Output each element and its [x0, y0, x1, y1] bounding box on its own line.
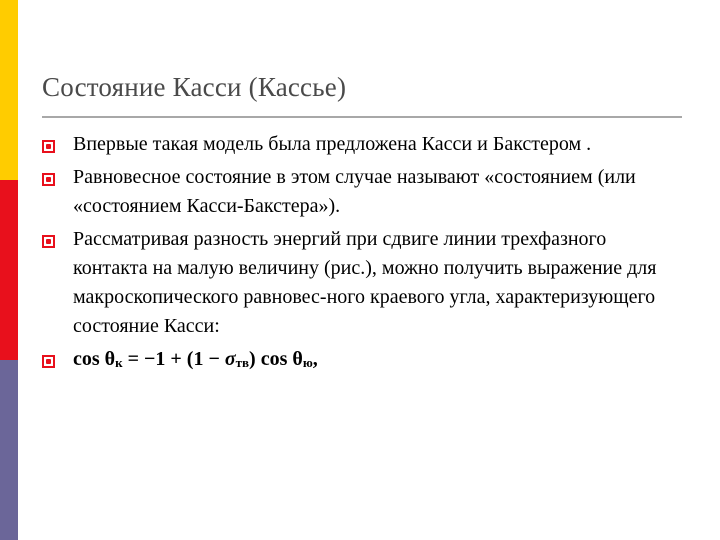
formula-sigma-subscript: тв [235, 355, 250, 370]
bullet-list [42, 130, 682, 381]
formula-sigma: σ [224, 348, 236, 370]
bullet-item [42, 225, 682, 341]
bullet-item [42, 130, 682, 159]
bullet-text: Равновесное состояние в этом случае называют «состоянием (или «состоянием Касси-Бакстера»). [73, 166, 636, 217]
side-bar-red [0, 180, 18, 360]
formula-lhs: cos θ [73, 348, 116, 370]
bullet-item [42, 163, 682, 221]
bullet-text: Рассматривая разность энергий при сдвиге линии трехфазного контакта на малую величину (рис.), можно получить выражение для макроскопического равновес-ного краевого угла, характеризующего состояние Касси: [73, 228, 657, 337]
slide-title: Состояние Касси (Кассье) [42, 72, 347, 102]
bullet-item-formula [42, 345, 682, 377]
square-bullet-icon [42, 235, 55, 248]
cassie-formula [73, 345, 682, 377]
formula-rhs-subscript: ю [302, 355, 313, 370]
square-bullet-icon [42, 173, 55, 186]
side-bar-yellow [0, 0, 18, 180]
formula-lhs-subscript: к [115, 355, 123, 370]
title-divider [42, 116, 682, 118]
formula-middle: = −1 + (1 − [122, 348, 225, 370]
formula-tail: , [312, 348, 318, 370]
square-bullet-icon [42, 140, 55, 153]
square-bullet-icon [42, 355, 55, 368]
side-bar-purple [0, 360, 18, 540]
formula-rhs: ) cos θ [249, 348, 303, 370]
bullet-text: Впервые такая модель была предложена Касси и Бакстером . [73, 133, 592, 155]
